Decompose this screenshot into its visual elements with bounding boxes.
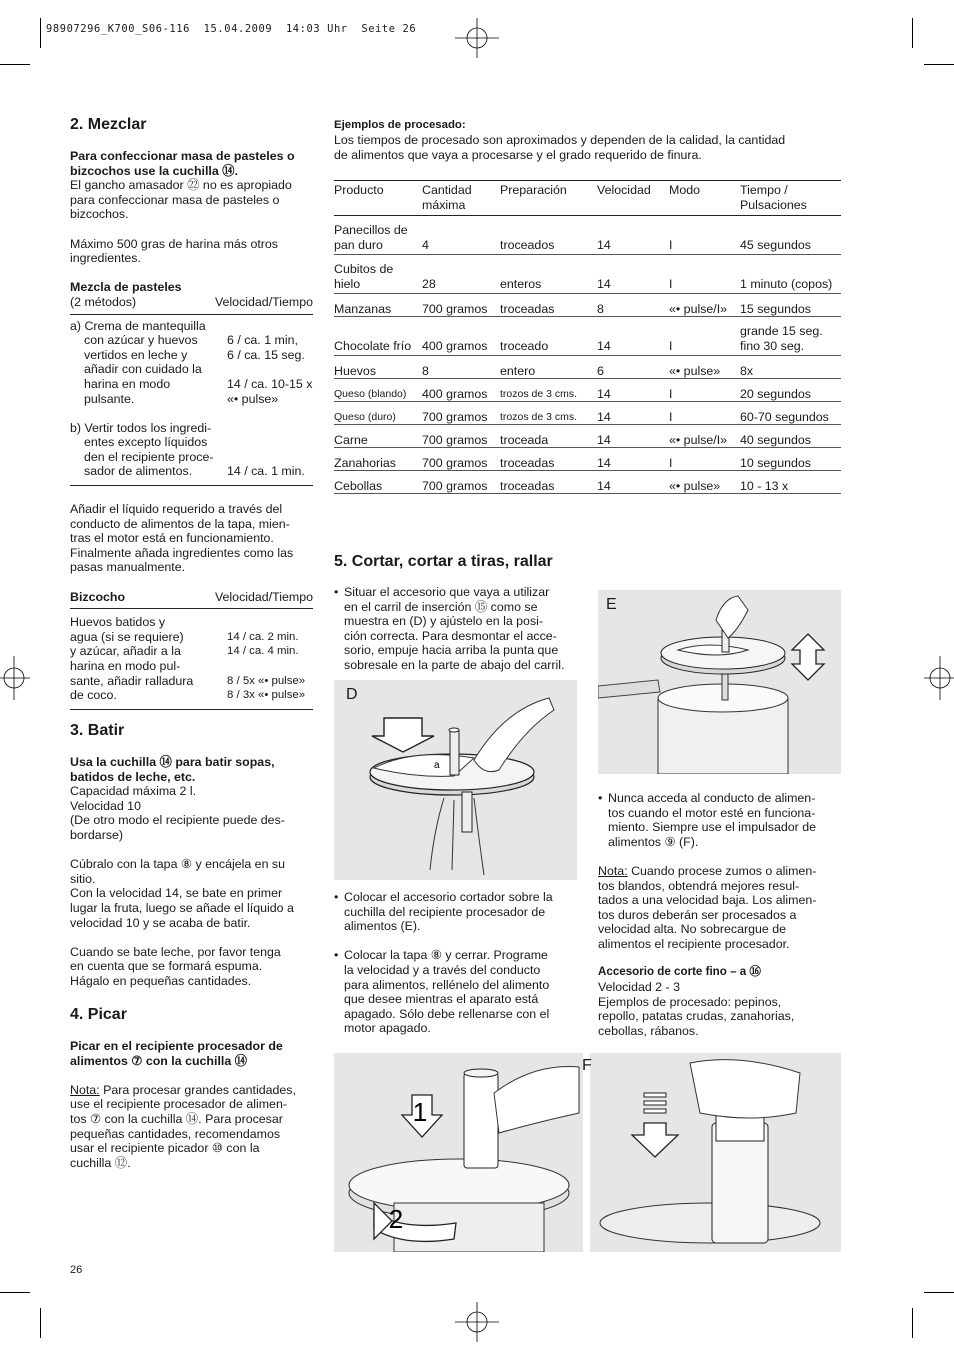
table-cell: «• pulse» <box>669 356 740 379</box>
cortar-bullet-3: • Colocar la tapa ⑧ y cerrar. Programe la velocidad y a través del conducto para alimentos, rellénelo del alimento que desee mientras el aparato está apagado. Sólo debe rellenarse con el motor apagado. <box>334 948 579 1036</box>
lid-assembly-illustration <box>334 1053 583 1252</box>
table-row <box>334 294 841 317</box>
table-cell: 45 segundos <box>740 216 841 255</box>
attachment-insert-illustration <box>334 680 577 880</box>
table-cell: 700 gramos <box>422 471 500 494</box>
bizcocho-speed: 14 / ca. 2 min. 14 / ca. 4 min. 8 / 5x «• pulse» 8 / 3x «• pulse» <box>227 630 306 702</box>
table-cell: Huevos <box>334 356 422 379</box>
section-title-cortar: 5. Cortar, cortar a tiras, rallar <box>334 553 553 570</box>
batir-bold: Usa la cuchilla ⑭ para batir sopas, batidos de leche, etc. <box>70 755 275 784</box>
method-a-text: con azúcar y huevos vertidos en leche y añadir con cuidado la harina en modo pulsante. <box>84 333 202 406</box>
table-cell: 400 gramos <box>422 379 500 402</box>
table-cell: trozos de 3 cms. <box>500 379 597 402</box>
bizcocho-header <box>70 590 313 605</box>
method-b-first-line: b) Vertir todos los ingredi- <box>70 420 212 435</box>
table-row <box>334 255 841 294</box>
table-cell: 40 segundos <box>740 425 841 448</box>
cortar-bullet-1: • Situar el accesorio que vaya a utilizar en el carril de inserción ⑮ como se muestra en (D) y ajústelo en la posi- ción correcta. Para desmontar el acce- sorio, empuje hacia arriba la punta que sobresale en la parte de abajo del carril. <box>334 585 579 673</box>
cortar-list-3 <box>598 791 841 849</box>
table-cell: 14 <box>597 448 669 471</box>
method-a-speed: 6 / ca. 1 min, 6 / ca. 15 seg. 14 / ca. 10-15 x «• pulse» <box>227 333 313 406</box>
page-number: 26 <box>70 1264 83 1276</box>
table-cell: grande 15 seg. fino 30 seg. <box>740 317 841 356</box>
table-cell: 20 segundos <box>740 379 841 402</box>
method-a-first-line: a) Crema de mantequilla <box>70 318 206 333</box>
step-1-number: 1 <box>412 1097 428 1127</box>
crop-mark <box>912 1308 913 1338</box>
fino-text: Velocidad 2 - 3 Ejemplos de procesado: pepinos, repollo, patatas crudas, zanahorias, cebollas, rábanos. <box>598 980 795 1038</box>
picar-note <box>70 1083 315 1171</box>
table-cell: 1 minuto (copos) <box>740 255 841 294</box>
crop-mark <box>40 1308 41 1338</box>
table-cell: «• pulse/I» <box>669 425 740 448</box>
table-cell: 8 <box>597 294 669 317</box>
table-cell: Cubitos de hielo <box>334 255 422 294</box>
bizcocho-body <box>70 608 313 703</box>
section-title-batir: 3. Batir <box>70 722 125 739</box>
figure-f-label: F <box>582 1057 592 1074</box>
picar-note-label: Nota: <box>70 1082 100 1097</box>
table-cell: entero <box>500 356 597 379</box>
table-cell: 14 <box>597 216 669 255</box>
table-cell: Manzanas <box>334 294 422 317</box>
mezclar-content <box>70 149 313 710</box>
cortar-list-1 <box>334 585 579 673</box>
table-cell: 14 <box>597 317 669 356</box>
fino-heading: Accesorio de corte fino – a ⑯ <box>598 965 762 978</box>
table-cell: 400 gramos <box>422 317 500 356</box>
figure-e-label: E <box>606 596 617 613</box>
table-row <box>334 471 841 494</box>
table-cell: troceadas <box>500 294 597 317</box>
method-b-text: entes excepto líquidos den el recipiente proce- sador de alimentos. <box>84 435 214 479</box>
figure-e <box>598 590 841 774</box>
table-cell: Zanahorias <box>334 448 422 471</box>
bizcocho-column-header: Velocidad/Tiempo <box>214 589 313 604</box>
table-cell: Carne <box>334 425 422 448</box>
table-cell: trozos de 3 cms. <box>500 402 597 425</box>
table-header-row <box>334 181 841 216</box>
table-row <box>334 448 841 471</box>
table-cell: troceadas <box>500 448 597 471</box>
table-cell: 15 segundos <box>740 294 841 317</box>
method-a <box>70 314 313 407</box>
crop-mark <box>924 64 954 65</box>
table-cell: I <box>669 448 740 471</box>
divider <box>70 709 313 710</box>
cortar-note <box>598 864 841 952</box>
pasteles-subheading: (2 métodos) <box>70 294 137 309</box>
batir-content <box>70 755 315 989</box>
table-cell: 4 <box>422 216 500 255</box>
table-cell: 14 <box>597 255 669 294</box>
food-pusher-illustration <box>590 1053 841 1252</box>
table-cell: Chocolate frío <box>334 317 422 356</box>
table-cell: «• pulse/I» <box>669 294 740 317</box>
figure-d-disc-letter: a <box>434 760 440 771</box>
figure-d <box>334 680 577 880</box>
bizcocho-heading: Bizcocho <box>70 589 126 604</box>
table-cell: 10 - 13 x <box>740 471 841 494</box>
table-cell: Panecillos de pan duro <box>334 216 422 255</box>
mezclar-intro-bold: Para confeccionar masa de pasteles o bizcochos use la cuchilla ⑭. <box>70 149 295 178</box>
table-cell: 6 <box>597 356 669 379</box>
table-cell: 8x <box>740 356 841 379</box>
picar-content <box>70 1039 315 1170</box>
ejemplos-text: Los tiempos de procesado son aproximados y dependen de la calidad, la cantidad de alimentos que vaya a procesarse y el grado requerido de finura. <box>334 133 786 162</box>
table-row <box>334 379 841 402</box>
table-header-cell: Velocidad <box>597 181 669 216</box>
table-cell: I <box>669 317 740 356</box>
table-header-cell: Preparación <box>500 181 597 216</box>
table-header-cell: Producto <box>334 181 422 216</box>
pasteles-heading: Mezcla de pasteles <box>70 280 182 295</box>
method-b-speed: 14 / ca. 1 min. <box>227 464 305 479</box>
batir-text-1: Capacidad máxima 2 l. Velocidad 10 (De otro modo el recipiente puede des- bordarse) <box>70 784 285 842</box>
pasteles-column-header: Velocidad/Tiempo <box>214 294 313 309</box>
table-cell: troceada <box>500 425 597 448</box>
cutting-disc-illustration <box>598 590 841 774</box>
crop-mark <box>0 1292 30 1293</box>
method-b <box>70 421 313 479</box>
table-cell: 700 gramos <box>422 402 500 425</box>
mezclar-intro-text: El gancho amasador ㉒ no es apropiado para confeccionar masa de pasteles o bizcochos. <box>70 178 292 222</box>
table-row <box>334 317 841 356</box>
batir-text-2: Cúbralo con la tapa ⑧ y encájela en su sitio. Con la velocidad 14, se bate en primer lugar la fruta, luego se añade el líquido a velocidad 10 y se acaba de batir. <box>70 857 294 930</box>
crop-mark <box>0 64 30 65</box>
table-cell: 700 gramos <box>422 448 500 471</box>
table-cell: Cebollas <box>334 471 422 494</box>
table-cell: I <box>669 379 740 402</box>
table-cell: Queso (blando) <box>334 379 422 402</box>
table-cell: 10 segundos <box>740 448 841 471</box>
print-header: 98907296_K700_S06-116 15.04.2009 14:03 Uhr Seite 26 <box>46 23 417 35</box>
table-cell: 14 <box>597 471 669 494</box>
registration-mark-icon <box>924 656 954 700</box>
picar-bold: Picar en el recipiente procesador de alimentos ⑦ con la cuchilla ⑭ <box>70 1039 283 1068</box>
divider <box>70 485 313 486</box>
cortar-note-text: Cuando procese zumos o alimen- tos blandos, obtendrá mejores resul- tados a una velocidad baja. Los alimen- tos duros deberán ser procesados a velocidad alta. No sobrecargue de alimentos el recipiente procesador. <box>598 864 817 951</box>
table-cell: I <box>669 255 740 294</box>
processing-table <box>334 180 841 494</box>
figure-f-right <box>582 1053 841 1252</box>
table-cell: troceadas <box>500 471 597 494</box>
registration-mark-icon <box>455 18 499 58</box>
cortar-bullet-4: • Nunca acceda al conducto de alimen- tos cuando el motor esté en funciona- miento. Siempre use el impulsador de alimentos ⑨ (F). <box>598 791 841 849</box>
table-cell: 700 gramos <box>422 425 500 448</box>
table-cell: 28 <box>422 255 500 294</box>
table-row <box>334 216 841 255</box>
table-cell: I <box>669 216 740 255</box>
table-cell: Queso (duro) <box>334 402 422 425</box>
figure-d-label: D <box>346 686 358 703</box>
cortar-list-2 <box>334 890 579 1036</box>
registration-mark-icon <box>455 1302 499 1342</box>
table-cell: 14 <box>597 425 669 448</box>
table-cell: 700 gramos <box>422 294 500 317</box>
table-row <box>334 356 841 379</box>
table-cell: 60-70 segundos <box>740 402 841 425</box>
table-cell: troceado <box>500 317 597 356</box>
ejemplos-title: Ejemplos de procesado: <box>334 119 466 131</box>
table-cell: enteros <box>500 255 597 294</box>
cortar-bullet-2: • Colocar el accesorio cortador sobre la cuchilla del recipiente procesador de alimentos (E). <box>334 890 579 934</box>
figure-f-left <box>334 1053 583 1252</box>
table-cell: 14 <box>597 379 669 402</box>
crop-mark <box>40 18 41 48</box>
table-cell: 8 <box>422 356 500 379</box>
table-cell: 14 <box>597 402 669 425</box>
section-title-picar: 4. Picar <box>70 1006 127 1023</box>
table-header-cell: Tiempo / Pulsaciones <box>740 181 841 216</box>
mezclar-max-text: Máximo 500 gras de harina más otros ingredientes. <box>70 236 278 266</box>
picar-note-text: Para procesar grandes cantidades, use el recipiente procesador de alimen- tos ⑦ con la cuchilla ⑭. Para procesar pequeñas cantidades, recomendamos usar el recipiente picador ⑩ con la cuchilla ⑫. <box>70 1082 296 1170</box>
table-cell: I <box>669 402 740 425</box>
crop-mark <box>912 18 913 48</box>
crop-mark <box>924 1292 954 1293</box>
registration-mark-icon <box>0 656 30 700</box>
batir-text-3: Cuando se bate leche, por favor tenga en cuenta que se formará espuma. Hágalo en pequeñas cantidades. <box>70 944 281 988</box>
table-cell: «• pulse» <box>669 471 740 494</box>
bizcocho-text: Huevos batidos y agua (si se requiere) y azúcar, añadir a la harina en modo pul- sante, añadir ralladura de coco. <box>70 615 194 703</box>
pasteles-header <box>70 280 313 309</box>
table-row <box>334 402 841 425</box>
table-header-cell: Cantidad máxima <box>422 181 500 216</box>
section-title-mezclar: 2. Mezclar <box>70 116 147 133</box>
cortar-note-label: Nota: <box>598 864 628 878</box>
table-header-cell: Modo <box>669 181 740 216</box>
table-cell: troceados <box>500 216 597 255</box>
liquid-text: Añadir el líquido requerido a través del conducto de alimentos de la tapa, mien- tras el motor está en funcionamiento. Finalmente añada ingredientes como las pasas manualmente. <box>70 502 294 575</box>
table-row <box>334 425 841 448</box>
step-2-number: 2 <box>388 1204 404 1234</box>
